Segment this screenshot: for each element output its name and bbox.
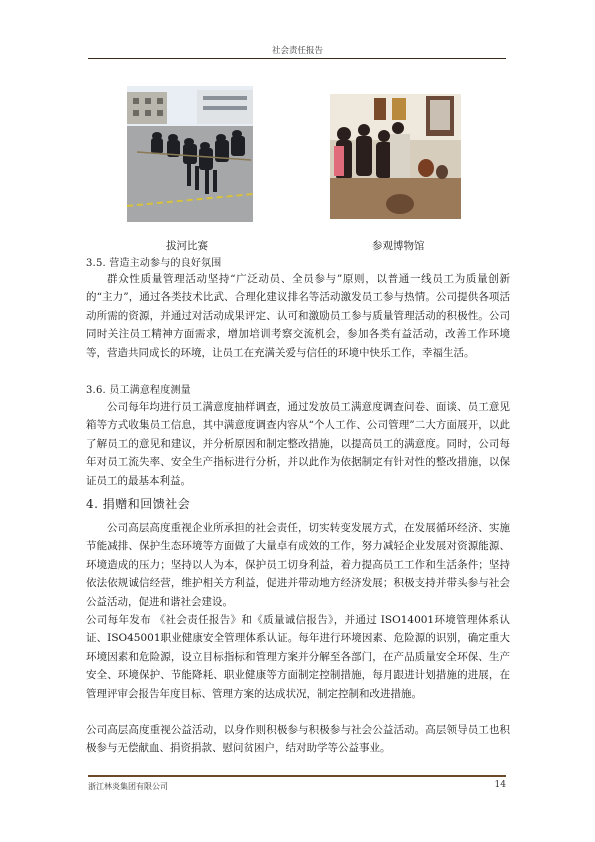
page-number: 14 <box>494 780 506 790</box>
museum-visit-photo <box>330 94 461 219</box>
section-3-6-heading: 3.6. 员工满意程度测量 <box>86 385 191 396</box>
section-4-paragraph-3: 公司高层高度重视公益活动，以身作则积极参与积极参与社会公益活动。高层领导员工也积极参与无偿献血、捐资捐款、慰问贫困户，结对助学等公益事业。 <box>86 724 510 755</box>
footer-company-name: 浙江林炎集团有限公司 <box>88 782 168 791</box>
section-3-5-paragraph: 群众性质量管理活动坚持“广泛动员、全员参与”原则，以普通一线员工为质量创新的“主力”，通过各类技术比武、合理化建议排名等活动激发员工参与热情。公司提供各项活动所需的资源，并通过对活动成果评定、认可和激励员工参与质量管理活动的积极性。公司同时关注员工精神方面需求，增加培训考察交流机会，参加各类有益活动，改善工作环境等，营造共同成长的环境，让员工在充满关爱与信任的环境中快乐工作，幸福生活。 <box>86 273 510 359</box>
page-header-title: 社会责任报告 <box>271 46 323 56</box>
footer-divider <box>88 775 506 777</box>
left-photo-caption: 拔河比赛 <box>166 240 208 252</box>
section-4-paragraph-2: 公司每年发布 《社会责任报告》和《质量诚信报告》，并通过 ISO14001环境管理体系认证、ISO45001职业健康安全管理体系认证。每年进行环境因素、危险源的识别，确定重大环境因素和危险源，设立目标指标和管理方案并分解至各部门，在产品质量安全环保、生产安全、环境保护、节能降耗、职业健康等方面制定控制措施，每月跟进计划措施的进展，在管理评审会报告年度目标、管理方案的达成状况，制定控制和改进措施。 <box>86 614 510 700</box>
section-4-paragraph-1: 公司高层高度重视企业所承担的社会责任，切实转变发展方式，在发展循环经济、实施节能减排、保护生态环境等方面做了大量卓有成效的工作，努力减轻企业发展对资源能源、环境造成的压力；坚持以人为本，保护员工切身利益，着力提高员工工作和生活条件；坚持依法依规诚信经营，维护相关方利益，促进并带动地方经济发展；积极支持并带头参与社会公益活动，促进和谐社会建设。 <box>86 522 510 608</box>
section-4-heading: 4. 捐赠和回馈社会 <box>86 497 191 511</box>
right-photo-caption: 参观博物馆 <box>372 240 425 252</box>
tug-of-war-photo <box>127 86 253 222</box>
section-3-5-heading: 3.5. 营造主动参与的良好氛围 <box>86 258 222 269</box>
header-divider <box>88 58 506 59</box>
section-3-6-paragraph: 公司每年均进行员工满意度抽样调查，通过发放员工满意度调查问卷、面谈、员工意见箱等方式收集员工信息，其中满意度调查内容从“个人工作、公司管理”二大方面展开，以此了解员工的意见和建议，并分析原因和制定整改措施，以提高员工的满意度。同时，公司每年对员工流失率、安全生产指标进行分析，并以此作为依据制定有针对性的整改措施，以保证员工的最基本利益。 <box>86 401 510 487</box>
